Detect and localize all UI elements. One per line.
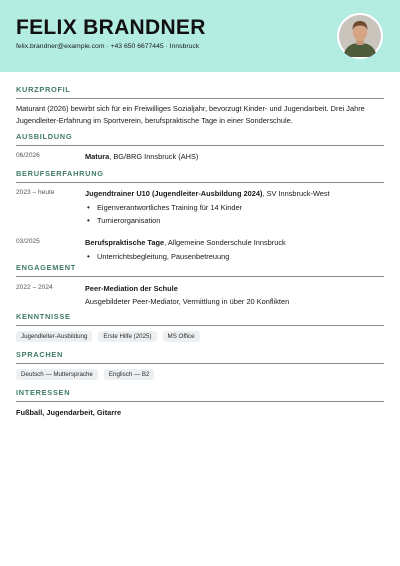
section-profile <box>16 85 384 127</box>
entry-org: , SV Innsbruck-West <box>262 189 330 198</box>
section-experience <box>16 169 384 263</box>
entry-role: Jugendtrainer U10 (Jugendleiter-Ausbildung 2024) <box>85 189 263 198</box>
section-title-profile: KURZPROFIL <box>16 85 384 99</box>
section-title-languages: SPRACHEN <box>16 350 384 364</box>
experience-entry <box>16 188 384 228</box>
section-title-interests: INTERESSEN <box>16 388 384 402</box>
language-tag: Deutsch — Muttersprache <box>16 369 98 380</box>
education-entry <box>16 151 384 163</box>
skill-tag: Erste Hilfe (2025) <box>98 331 156 342</box>
entry-date: 2022 – 2024 <box>16 284 53 291</box>
experience-entry <box>16 237 384 264</box>
interests-text: Fußball, Jugendarbeit, Gitarre <box>16 408 122 417</box>
entry-org: , BG/BRG Innsbruck (AHS) <box>109 152 199 161</box>
language-tags <box>16 369 384 380</box>
skill-tag: MS Office <box>163 331 200 342</box>
section-interests <box>16 388 384 417</box>
bullet-item: • Turnierorganisation <box>85 215 384 228</box>
entry-date: 06/2026 <box>16 152 40 159</box>
entry-role: Matura <box>85 152 110 161</box>
bullet-item: • Unterrichtsbegleitung, Pausenbetreuung <box>85 251 384 264</box>
section-engagement <box>16 263 384 308</box>
section-title-education: AUSBILDUNG <box>16 132 384 146</box>
entry-org: , Allgemeine Sonderschule Innsbruck <box>164 237 286 247</box>
language-tag: Englisch — B2 <box>104 369 155 380</box>
skill-tag: Jugendleiter-Ausbildung <box>16 331 92 342</box>
header-band <box>0 0 400 72</box>
entry-date: 2023 – heute <box>16 189 55 196</box>
section-skills <box>16 312 384 342</box>
candidate-name: FELIX BRANDNER <box>16 16 206 39</box>
entry-description: Ausgebildeter Peer-Mediator, Vermittlung in über 20 Konflikten <box>85 297 290 306</box>
section-title-skills: KENNTNISSE <box>16 312 384 326</box>
engagement-entry <box>16 283 384 308</box>
entry-bullets <box>85 202 384 228</box>
contact-line: felix.brandner@example.com · +43 650 6677445 · Innsbruck <box>16 43 200 50</box>
skills-tags <box>16 331 384 342</box>
section-title-engagement: ENGAGEMENT <box>16 263 384 277</box>
entry-bullets <box>85 251 384 264</box>
profile-text: Maturant (2026) bewirbt sich für ein Freiwilliges Sozialjahr, bevorzugt Kinder- und Jugendarbeit. Drei Jahre Jugendleiter-Erfahrung im Sportverein, berufspraktische Tage in einer Sonderschule. <box>16 104 365 125</box>
section-education <box>16 132 384 163</box>
entry-role: Berufspraktische Tage <box>85 237 165 247</box>
profile-photo <box>337 13 383 59</box>
entry-date: 03/2025 <box>16 237 40 245</box>
section-title-experience: BERUFSERFAHRUNG <box>16 169 384 183</box>
bullet-item: • Eigenverantwortliches Training für 14 Kinder <box>85 202 384 215</box>
avatar-image <box>337 13 383 59</box>
section-languages <box>16 350 384 380</box>
entry-role: Peer-Mediation der Schule <box>85 284 178 293</box>
